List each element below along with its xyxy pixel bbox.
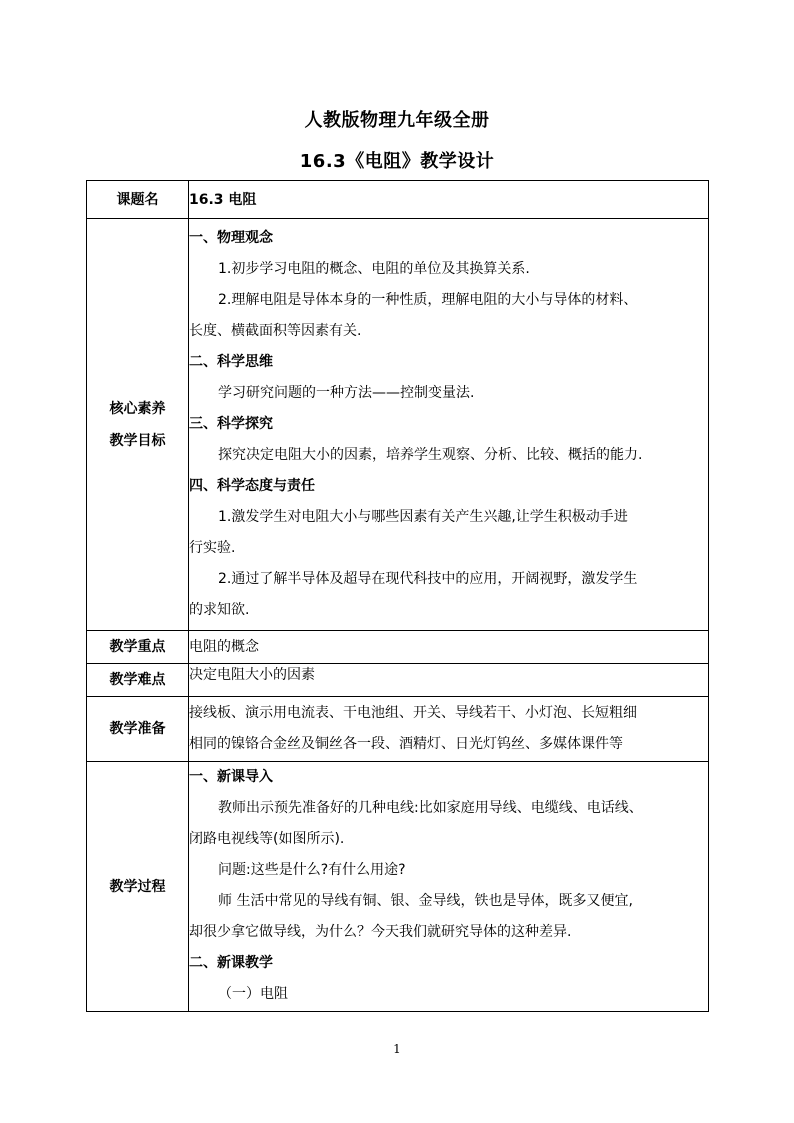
difficulty-value [189, 664, 709, 697]
content-line: 却很少拿它做导线，为什么？今天我们就研究导体的这种差异. [189, 924, 572, 940]
topic-text: 16.3 电阻 [189, 191, 257, 208]
table-row-preparation [87, 697, 709, 762]
section-heading: 一、物理观念 [189, 230, 273, 246]
content-line: 的求知欲. [189, 602, 250, 618]
content-line: 1.初步学习电阻的概念、电阻的单位及其换算关系. [218, 261, 530, 277]
table-row-objectives [87, 219, 709, 631]
objectives-label [87, 219, 189, 631]
content-line: 1.激发学生对电阻大小与哪些因素有关产生兴趣,让学生积极动手进 [218, 509, 628, 525]
content-line: 学习研究问题的一种方法——控制变量法. [218, 385, 475, 401]
page-number: 1 [393, 1042, 401, 1056]
document-title: 人教版物理九年级全册 [304, 110, 490, 131]
preparation-line: 接线板、演示用电流表、干电池组、开关、导线若干、小灯泡、长短粗细 [189, 705, 637, 721]
objectives-label-line2: 教学目标 [109, 432, 166, 449]
content-line: 师 生活中常见的导线有铜、银、金导线，铁也是导体，既多又便宜, [218, 893, 633, 909]
content-line: 长度、横截面积等因素有关. [189, 323, 362, 339]
lesson-plan-table [86, 180, 709, 1012]
key-point-label: 教学重点 [87, 631, 189, 664]
section-heading: 一、新课导入 [189, 769, 273, 785]
content-line: 行实验. [189, 540, 236, 556]
topic-value [189, 181, 709, 219]
process-content [189, 762, 709, 1012]
content-line: （一）电阻 [218, 986, 288, 1002]
preparation-label: 教学准备 [87, 697, 189, 762]
table-row-process [87, 762, 709, 1012]
content-line: 2.通过了解半导体及超导在现代科技中的应用，开阔视野，激发学生 [218, 571, 638, 587]
section-heading: 二、科学思维 [189, 354, 273, 370]
document-subtitle: 16.3《电阻》教学设计 [299, 151, 495, 172]
preparation-content [189, 697, 709, 762]
process-label: 教学过程 [87, 762, 189, 1012]
table-row-key-point [87, 631, 709, 664]
table-row-difficulty [87, 664, 709, 697]
section-heading: 二、新课教学 [189, 955, 273, 971]
content-line: 教师出示预先准备好的几种电线:比如家庭用导线、电缆线、电话线、 [218, 800, 643, 816]
content-line: 探究决定电阻大小的因素，培养学生观察、分析、比较、概括的能力. [218, 447, 643, 463]
key-point-text: 电阻的概念 [189, 639, 259, 655]
objectives-content [189, 219, 709, 631]
section-heading: 四、科学态度与责任 [189, 478, 315, 494]
content-line: 2.理解电阻是导体本身的一种性质，理解电阻的大小与导体的材料、 [218, 292, 638, 308]
key-point-value [189, 631, 709, 664]
content-line: 问题:这些是什么?有什么用途? [218, 862, 406, 878]
difficulty-text: 决定电阻大小的因素 [189, 667, 315, 683]
topic-label: 课题名 [87, 181, 189, 219]
table-row-topic [87, 181, 709, 219]
objectives-label-line1: 核心素养 [109, 400, 166, 417]
content-line: 闭路电视线等(如图所示). [189, 831, 345, 847]
preparation-line: 相同的镍铬合金丝及铜丝各一段、酒精灯、日光灯钨丝、多媒体课件等 [189, 736, 623, 752]
section-heading: 三、科学探究 [189, 416, 273, 432]
difficulty-label: 教学难点 [87, 664, 189, 697]
